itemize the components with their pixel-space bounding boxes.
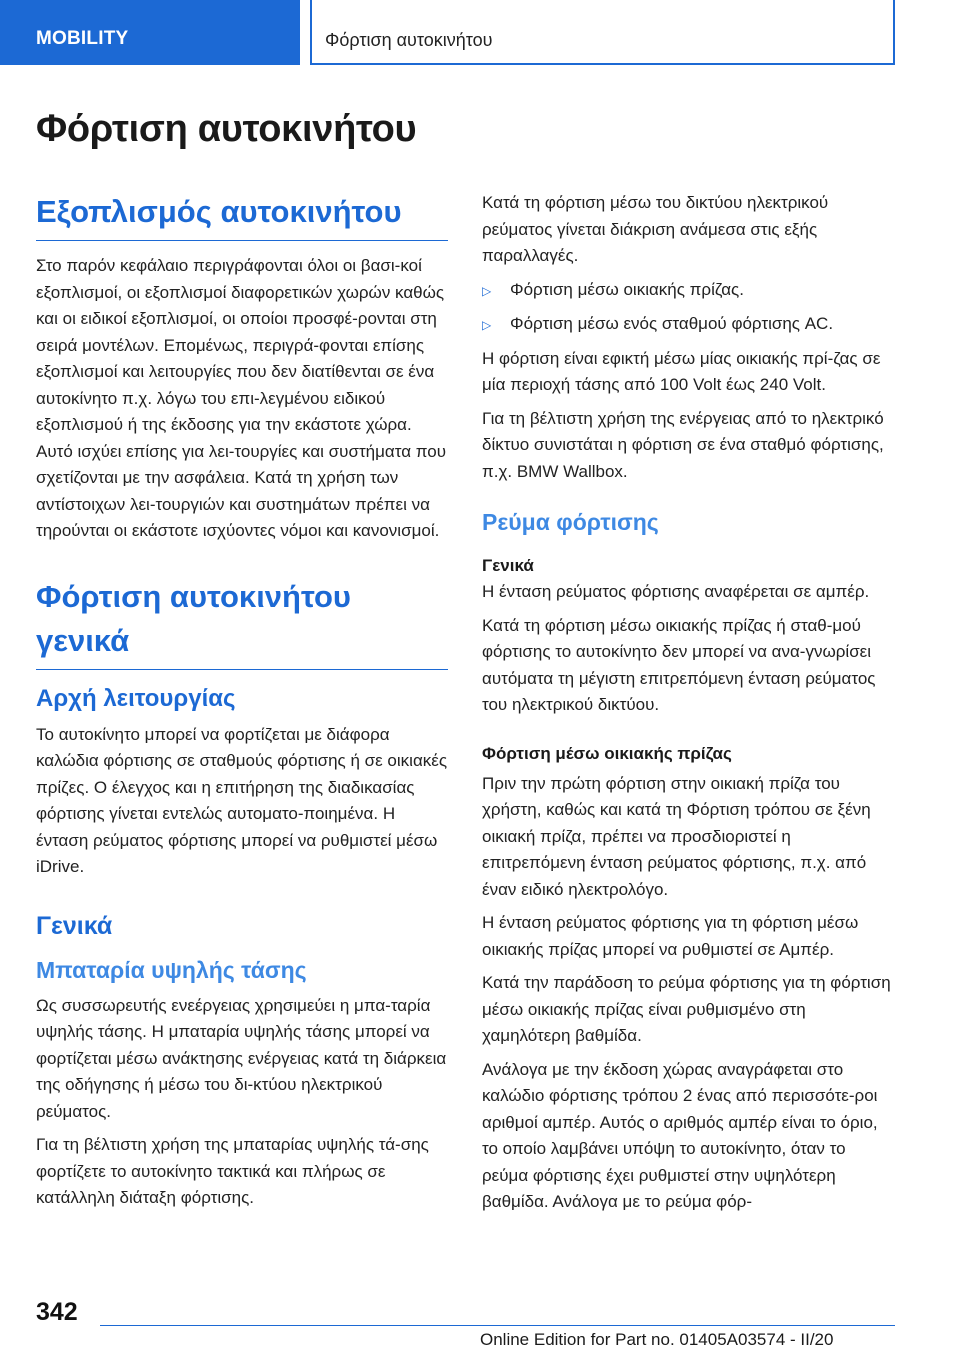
general-heading: Φόρτιση αυτοκινήτου γενικά: [36, 578, 351, 658]
overview-heading: Γενικά: [36, 911, 113, 940]
left-column: [36, 190, 448, 1212]
header-rule: [893, 0, 895, 65]
page-number: 342: [36, 1298, 78, 1326]
wallbox-text: Για τη βέλτιστη χρήση της ενέργειας από το ηλεκτρικό δίκτυο συνιστάται η φόρτιση σε ένα σταθμό φόρτισης, π.χ. BMW Wallbox.: [482, 408, 884, 481]
page-title: Φόρτιση αυτοκινήτου: [36, 108, 417, 150]
list-item-text: Φόρτιση μέσω ενός σταθμού φόρτισης AC.: [510, 314, 834, 333]
current-text: Η ένταση ρεύματος φόρτισης αναφέρεται σε αμπέρ.: [482, 582, 870, 601]
socket-text: Πριν την πρώτη φόρτιση στην οικιακή πρίζα του χρήστη, καθώς και κατά τη Φόρτιση τρόπου σε ξένη οικιακή πρίζα, πρέπει να προσδιοριστεί η επιτρεπόμενη ένταση ρεύματος φόρτισης, π.χ. από έναν ειδικό ηλεκτρολόγο.: [482, 773, 871, 899]
section-tab: MOBILITY: [0, 0, 300, 65]
intro-text: Κατά τη φόρτιση μέσω του δικτύου ηλεκτρικού ρεύματος γίνεται διάκριση ανάμεσα στις εξής παραλλαγές.: [482, 193, 829, 265]
socket-text: Η ένταση ρεύματος φόρτισης για τη φόρτιση μέσω οικιακής πρίζας μπορεί να ρυθμιστεί σε Αμπέρ.: [482, 913, 859, 959]
equipment-heading: Εξοπλισμός αυτοκινήτου: [36, 194, 402, 229]
principle-text: Το αυτοκίνητο μπορεί να φορτίζεται με διάφορα καλώδια φόρτισης σε σταθμούς φόρτισης ή σε οικιακές πρίζες. Ο έλεγχος και η επιτήρηση της διαδικασίας φόρτισης γίνεται εντελώς αυτοματο‐ποιημένα. Η ένταση ρεύματος φόρτισης μπορεί να ρυθμιστεί μέσω iDrive.: [36, 724, 448, 876]
triangle-bullet-icon: ▷: [482, 318, 492, 332]
heading-rule: [36, 669, 448, 670]
right-column: [482, 190, 894, 1216]
equipment-text: Στο παρόν κεφάλαιο περιγράφονται όλοι οι βασι‐κοί εξοπλισμοί, οι εξοπλισμοί διαφορετικών χωρών καθώς και οι ειδικοί εξοπλισμοί, οι οποίοι προσφέ‐ρονται στη σειρά μοντέλων. Επομένως, περιγρά‐φονται επίσης εξοπλισμοί και λειτουργίες που δεν διατίθενται σε ένα αυτοκίνητο π.χ. λόγω του επι‐λεγμένου ειδικού εξοπλισμού ή της έκδοσης για την εκάστοτε χώρα. Αυτό ισχύει επίσης για λει‐τουργίες και συστήματα που σχετίζονται με την ασφάλεια. Κατά τη χρήση των αντίστοιχων λει‐τουργιών και συστημάτων πρέπει να τηρούνται οι εκάστοτε ισχύοντες νόμοι και κανονισμοί.: [36, 256, 447, 540]
current-heading: Ρεύμα φόρτισης: [482, 509, 659, 535]
list-item-text: Φόρτιση μέσω οικιακής πρίζας.: [510, 279, 744, 299]
voltage-text: Η φόρτιση είναι εφικτή μέσω μίας οικιακής πρί‐ζας σε μία περιοχή τάσης από 100 Volt έως 240 Volt.: [482, 348, 881, 394]
battery-text: Για τη βέλτιστη χρήση της μπαταρίας υψηλής τά‐σης φορτίζετε το αυτοκίνητο τακτικά και πλήρως σε κατάλληλη διάταξη φόρτισης.: [36, 1135, 429, 1207]
socket-text: Ανάλογα με την έκδοση χώρας αναγράφεται στο καλώδιο φόρτισης τρόπου 2 ένας από περισσότε‐ροι αριθμοί αμπέρ. Αυτός ο αριθμός αμπέρ είναι το όριο, το οποίο λαμβάνει υπόψη το αυτοκίνητο, όταν το ρεύμα φόρτισης έχει ρυθμιστεί στην υψηλότερη βαθμίδα. Ανάλογα με το ρεύμα φόρ‐: [482, 1059, 878, 1211]
current-text: Κατά τη φόρτιση μέσω οικιακής πρίζας ή σταθ‐μού φόρτισης το αυτοκίνητο δεν μπορεί να ανα‐γνωρίσει αυτόματα τη μέγιστη επιτρεπόμενη ένταση ρεύματος του ηλεκτρικού δικτύου.: [482, 615, 876, 714]
list-item: [482, 311, 894, 339]
battery-text: Ως συσσωρευτής ενεέργειας χρησιμεύει η μπα‐ταρία υψηλής τάσης. Η μπαταρία υψηλής τάσης μπορεί να φορτίζεται μέσω ανάκτησης ενέργειας κατά τη διάρκεια της οδήγησης ή μέσω του δι‐κτύου ηλεκτρικού ρεύματος.: [36, 995, 447, 1121]
heading-rule: [36, 240, 448, 241]
socket-text: Κατά την παράδοση το ρεύμα φόρτισης για τη φόρτιση μέσω οικιακής πρίζας είναι ρυθμισμένο στη χαμηλότερη βαθμίδα.: [482, 973, 891, 1045]
general-subheading: Γενικά: [482, 556, 534, 575]
chapter-title: Φόρτιση αυτοκινήτου: [325, 30, 493, 50]
footer-rule: [100, 1325, 895, 1326]
edition-footer: Online Edition for Part no. 01405A03574 - II/20: [480, 1330, 834, 1349]
header-rule: [310, 0, 312, 65]
principle-heading: Αρχή λειτουργίας: [36, 684, 236, 712]
triangle-bullet-icon: ▷: [482, 283, 492, 298]
socket-heading: Φόρτιση μέσω οικιακής πρίζας: [482, 743, 732, 763]
battery-heading: Μπαταρία υψηλής τάσης: [36, 956, 307, 983]
header-rule: [310, 63, 895, 65]
list-item: [482, 277, 894, 305]
